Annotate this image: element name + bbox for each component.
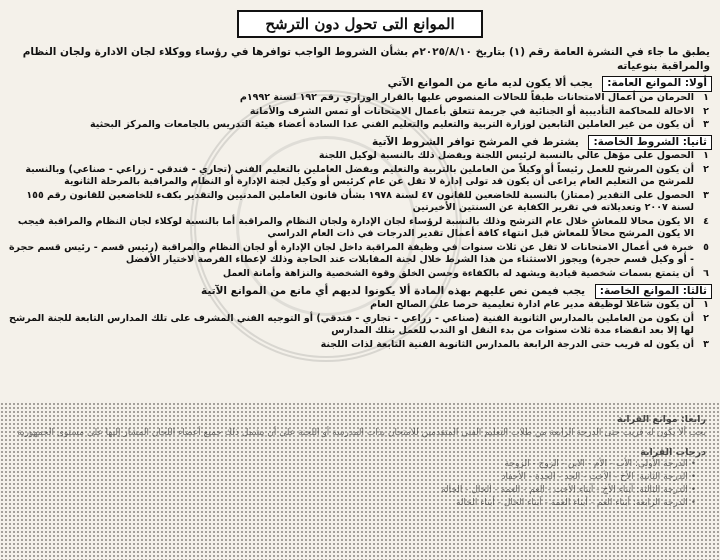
special-conditions-list <box>8 150 712 280</box>
list-item: ٣ الحصول على التقدير (ممتاز) بالنسبة للخاضعين للقانون ٤٧ لسنة ١٩٧٨ بشأن قانون العاملين المدنيين والتقدير بكفء للخاضعين للقانون رقم ١٥٥ لسنة ٢٠٠٧ وتعديلاته في تقرير الكفاية عن السنتين الأخيرتين <box>26 189 709 214</box>
kinship-degrees-list <box>14 458 706 510</box>
kinship-paragraph: يجب ألا يكون له قريب حتى الدرجة الرابعة من طلاب التعليم الفني المتقدمين للامتحان بذات المدرسة أو اللجنة على أن يشمل ذلك جميع أعضاء اللجان المشار إليها على مستوى الجمهورية <box>17 428 706 438</box>
list-item: ٣ أن يكون من غير العاملين التابعين لوزارة التربية والتعليم والتعليم الفني عدا السادة أعضاء هيئة التدريس بالجامعات والمركز البحثية <box>89 119 709 131</box>
dotted-lower-region <box>0 402 720 560</box>
list-item: • الدرجة الرابعة: أبناء العم - أبناء العمة - أبناء الخال - أبناء الخالة <box>14 497 696 510</box>
list-item: ٢ أن يكون من العاملين بالمدارس الثانوية الفنية (صناعي - زراعي - تجاري - فندقي) أو التوجيه الفني المشرف على تلك المدارس التابعة للجنة المرشح لها إلا بعد انقضاء مدة ثلاث سنوات من بدء النقل او الندب للعمل بتلك المدارس <box>9 312 709 337</box>
document-title: الموانع التى تحول دون الترشح <box>237 10 482 38</box>
special-obstacles-list <box>8 299 712 351</box>
list-item: • الدرجة الثالثة: أبناء الأخ - أبناء الأخت - العم - العمة - الخال - الخالة <box>14 484 696 497</box>
section-heading-text: يجب فيمن نص عليهم بهذه المادة ألا يكونوا لديهم أي مانع من الموانع الآتية <box>200 284 586 297</box>
list-item: ٣ أن يكون له قريب حتى الدرجة الرابعة بالمدارس الثانوية الفنية التابعة لذات اللجنة <box>320 338 709 350</box>
kinship-heading: رابعا: موانع القرابة <box>617 414 706 425</box>
list-item: ١ أن يكون شاغلا لوظيفة مدير عام ادارة تعليمية حرصا على الصالح العام <box>370 299 709 311</box>
kinship-degrees-heading: درجات القرابة <box>640 447 706 459</box>
intro-paragraph: يطبق ما جاء في النشرة العامة رقم (١) بتاريخ ٢٠٢٥/٨/١٠م بشأن الشروط الواجب توافرها في رؤساء ووكلاء لجان الادارة ولجان النظام والمراقبة بنوعياته <box>22 46 710 73</box>
list-item: ٢ أن يكون المرشح للعمل رئيساً أو وكيلاً من العاملين بالتربية والتعليم ويفضل العاملين بالتعليم الفني (تجاري - فندقي - زراعي - صناعي) وبالنسبة للمرشح من التعليم العام يراعى أن يكون قد تولى إدارة لا تقل عن عام كرئيس أو وكيل لجنة الإدارة أو النظام والمراقبة بالمرحلة الثانوية <box>25 163 709 188</box>
section-heading-text: يشترط في المرشح توافر الشروط الآتية <box>371 135 579 148</box>
list-item: ٤ الا يكون محالا للمعاش خلال عام الترشح وذلك بالنسبة لرؤساء لجان الإدارة ولجان النظام والمراقبة أما بالنسبة لوكلاء لجان النظام والمراقبة فيجب الا يكون المرشح محالاً للمعاش قبل انتهاء كافة أعمال تقدير الدرجات في ذات العام الدراسي <box>17 215 709 240</box>
section-special-conditions-heading <box>8 135 712 151</box>
list-item: • الدرجة الثانية: الأخ - الأخت - الجد - الجدة - الأحفاد <box>14 471 696 484</box>
list-item: • الدرجة الأولى: الأب - الأم - الابن - الزوج - الزوجة <box>14 458 696 471</box>
general-obstacles-list <box>8 92 712 132</box>
list-item: ١ الحصول على مؤهل عالي بالنسبة لرئيس اللجنة ويفضل ذلك بالنسبة لوكيل اللجنة <box>318 150 709 162</box>
section-heading-text: يجب ألا يكون لديه مانع من الموانع الآتي <box>387 77 593 90</box>
section-label: أولا: الموانع العامة: <box>602 76 712 92</box>
section-label: ثانيا: الشروط الخاصة: <box>588 135 712 151</box>
list-item: ١ الحرمان من أعمال الامتحانات طبقاً للحالات المنصوص عليها بالقرار الوزاري رقم ١٩٢ لسنة ١٩٩٢م <box>239 91 709 103</box>
list-item: ٦ أن يتمتع بسمات شخصية قيادية ويشهد له بالكفاءة وحسن الخلق وقوة الشخصية والنزاهة وأمانة العمل <box>222 268 709 279</box>
section-special-obstacles-heading <box>8 284 712 300</box>
list-item: ٥ خبرة في أعمال الامتحانات لا تقل عن ثلاث سنوات في وظيفة المراقبة داخل لجان الإدارة أو لجان النظام والمراقبة (رئيس قسم - رئيس قسم حجرة - أو وكيل قسم حجرة) ويجوز الاستثناء من هذا الشرط خلال لجنة المقابلات عند الحاجة وذلك لإعطاء الفرصة لاختيار الأفضل <box>8 241 709 266</box>
section-general-heading <box>8 76 712 92</box>
list-item: ٢ الاحالة للمحاكمة التأديبية أو الجنائية في جريمة تتعلق بأعمال الامتحانات أو تمس الشرف والأمانة <box>249 105 709 117</box>
section-label: ثالثا: الموانع الخاصة: <box>595 284 712 300</box>
